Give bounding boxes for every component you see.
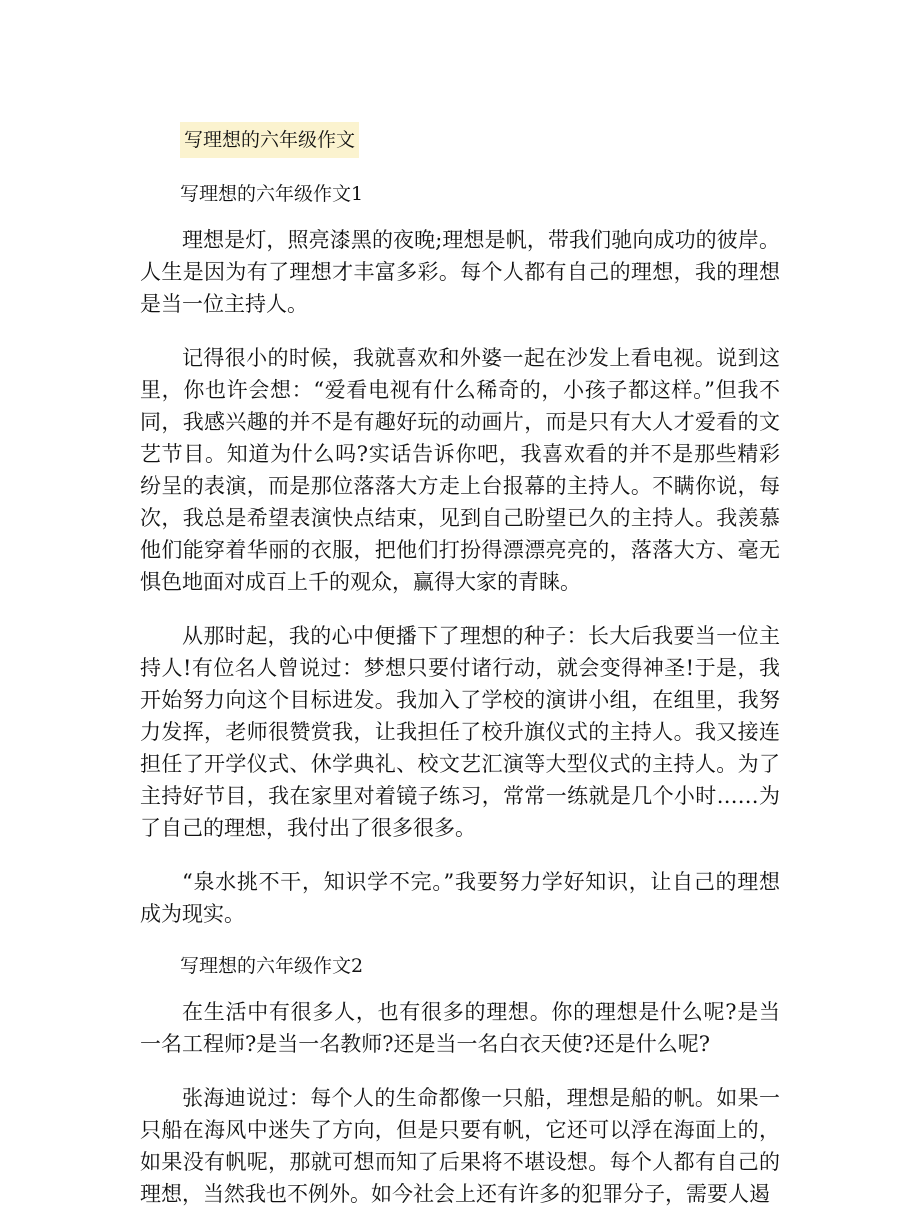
document-title: 写理想的六年级作文 — [180, 122, 359, 158]
paragraph: 张海迪说过：每个人的生命都像一只船，理想是船的帆。如果一只船在海风中迷失了方向，但是只要有帆，它还可以浮在海面上的，如果没有帆呢，那就可想而知了后果将不堪设想。每个人都有自己的理想，当然我也不例外。如今社会上还有许多的犯罪分子，需要人遏 — [140, 1086, 780, 1206]
paragraph: 在生活中有很多人，也有很多的理想。你的理想是什么呢?是当一名工程师?是当一名教师?还是当一名白衣天使?还是什么呢? — [140, 1000, 780, 1056]
paragraph: “泉水挑不干，知识学不完。”我要努力学好知识，让自己的理想成为现实。 — [140, 870, 780, 926]
paragraph: 理想是灯，照亮漆黑的夜晚;理想是帆，带我们驰向成功的彼岸。人生是因为有了理想才丰富多彩。每个人都有自己的理想，我的理想是当一位主持人。 — [140, 228, 780, 316]
paragraph: 记得很小的时候，我就喜欢和外婆一起在沙发上看电视。说到这里，你也许会想：“爱看电视有什么稀奇的，小孩子都这样。”但我不同，我感兴趣的并不是有趣好玩的动画片，而是只有大人才爱看的文艺节目。知道为什么吗?实话告诉你吧，我喜欢看的并不是那些精彩纷呈的表演，而是那位落落大方走上台报幕的主持人。不瞒你说，每次，我总是希望表演快点结束，见到自己盼望已久的主持人。我羡慕他们能穿着华丽的衣服，把他们打扮得漂漂亮亮的，落落大方、毫无惧色地面对成百上千的观众，赢得大家的青睐。 — [140, 346, 780, 594]
paragraph: 从那时起，我的心中便播下了理想的种子：长大后我要当一位主持人!有位名人曾说过：梦想只要付诸行动，就会变得神圣!于是，我开始努力向这个目标进发。我加入了学校的演讲小组，在组里，我努力发挥，老师很赞赏我，让我担任了校升旗仪式的主持人。我又接连担任了开学仪式、休学典礼、校文艺汇演等大型仪式的主持人。为了主持好节目，我在家里对着镜子练习，常常一练就是几个小时……为了自己的理想，我付出了很多很多。 — [140, 624, 780, 840]
section-heading-1: 写理想的六年级作文1 — [180, 183, 364, 205]
section-heading-2: 写理想的六年级作文2 — [180, 955, 364, 977]
document-body — [140, 122, 780, 1210]
